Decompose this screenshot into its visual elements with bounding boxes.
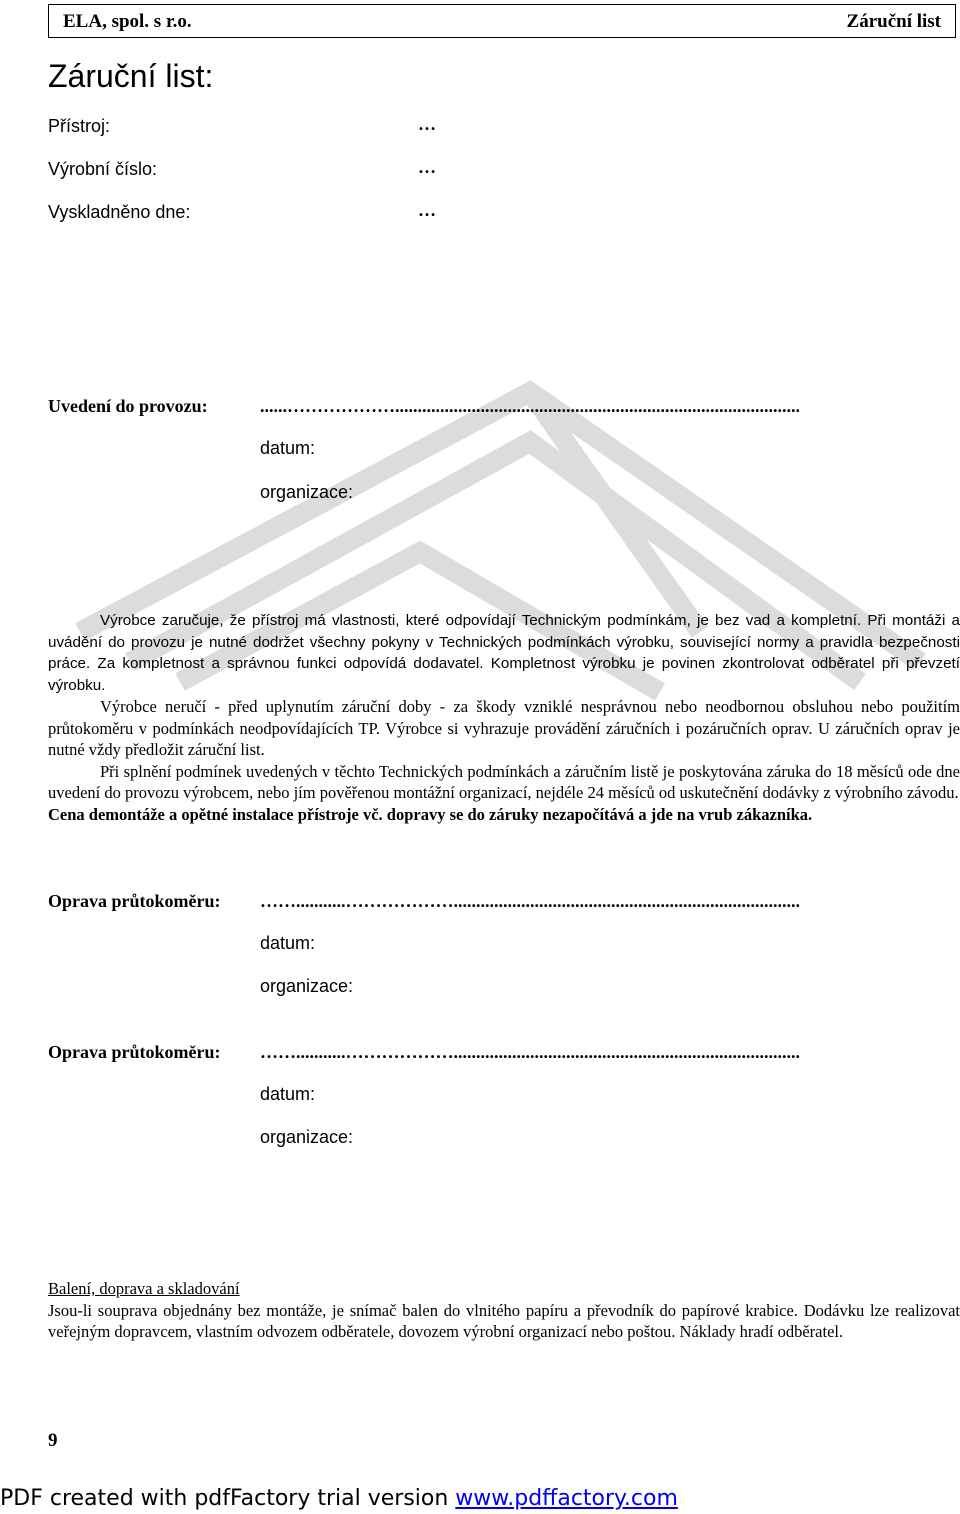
repair-2-date-label: datum: [260,1084,316,1104]
warranty-text [48,610,960,825]
serial-number-label: Výrobní číslo: [48,159,158,179]
repair-2-signature-line: ……...........………………............................................................................. [260,1042,800,1062]
dispatch-date-label: Vyskladněno dne: [48,202,191,222]
dispatch-date-value: … [418,200,436,220]
repair-1-org-label: organizace: [260,976,354,996]
company-name: ELA, spol. s r.o. [63,11,192,32]
repair-2-label: Oprava průtokoměru: [48,1042,221,1062]
commissioning-signature-line: ......……………….......................................................................................... [260,396,800,416]
page-header [48,4,956,38]
commissioning-org-label: organizace: [260,482,354,502]
warranty-paragraph-2: Výrobce neručí - před uplynutím záruční doby - za škody vzniklé nesprávnou nebo neodbornou obsluhou nebo použitím průtokoměru v podmínkách neodpovídajících TP. Výrobce si vyhrazuje provádění záručních i pozáručních oprav. U záručních oprav je nutné vždy předložit záruční list. [48,697,960,759]
repair-1-date-label: datum: [260,933,316,953]
page-title: Záruční list: [48,58,214,94]
page-number: 9 [48,1430,58,1451]
warranty-paragraph-3: Při splnění podmínek uvedených v těchto Technických podmínkách a záručním listě je poskytována záruka do 18 měsíců ode dne uvedení do provozu výrobcem, nebo jím pověřenou montážní organizací, nejdéle 24 měsíců od uskutečnění dodávky z výrobního závodu. [48,761,960,802]
repair-1-label: Oprava průtokoměru: [48,891,221,911]
device-value: … [418,114,436,134]
packaging-heading: Balení, doprava a skladování [48,1279,240,1298]
repair-1-signature-line: ……...........………………............................................................................. [260,891,800,911]
repair-2-org-label: organizace: [260,1127,354,1147]
warranty-paragraph-4: Cena demontáže a opětné instalace přístroje vč. dopravy se do záruky nezapočítává a jde na vrub zákazníka. [48,804,813,824]
footer-prefix: PDF created with pdfFactory trial version [0,1486,456,1511]
serial-number-value: … [418,157,436,177]
packaging-text: Jsou-li souprava objednány bez montáže, je snímač balen do vlnitého papíru a převodník do papírové krabice. Dodávku lze realizovat veřejným dopravcem, vlastním odvozem odběratele, dovozem výrobní organizací nebo poštou. Náklady hradí odběratel. [48,1300,960,1341]
document-type: Záruční list [846,11,941,32]
device-label: Přístroj: [48,116,111,136]
packaging-section [48,1278,960,1343]
commissioning-date-label: datum: [260,438,316,458]
commissioning-label: Uvedení do provozu: [48,396,208,416]
warranty-paragraph-1: Výrobce zaručuje, že přístroj má vlastnosti, které odpovídají Technickým podmínkám, je bez vad a kompletní. Při montáži a uvádění do provozu je nutné dodržet všechny pokyny v Technických podmínkách výrobku, související normy a pravidla bezpečnosti práce. Za kompletnost a správnou funkci odpovídá dodavatel. Kompletnost výrobku je povinen zkontrolovat odběratel při převzetí výrobku. [48,612,960,694]
pdffactory-link[interactable]: www.pdffactory.com [455,1486,678,1511]
pdf-footer [0,1486,678,1511]
